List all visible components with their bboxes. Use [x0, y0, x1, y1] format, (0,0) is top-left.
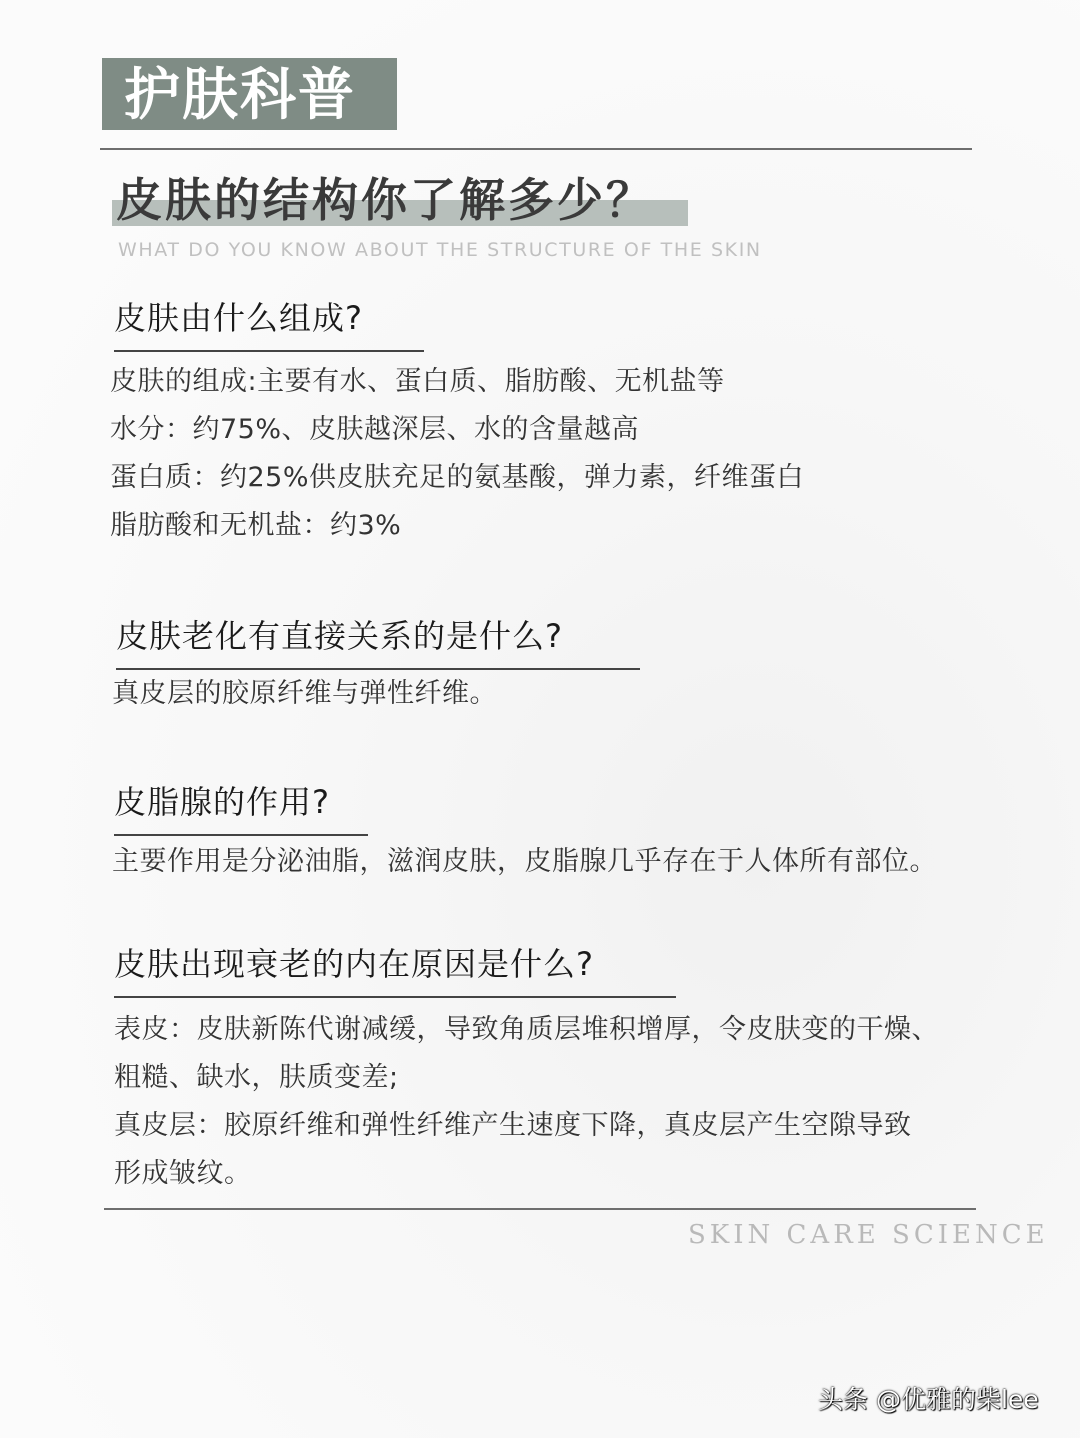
category-tag: 护肤科普: [124, 63, 356, 128]
body-line: 粗糙、缺水，肤质变差;: [114, 1062, 399, 1093]
body-line: 蛋白质：约25%供皮肤充足的氨基酸，弹力素，纤维蛋白: [110, 462, 805, 493]
body-line: 主要作用是分泌油脂，滋润皮肤，皮脂腺几乎存在于人体所有部位。: [112, 846, 937, 877]
section-heading-aging: 皮肤老化有直接关系的是什么?: [116, 617, 563, 655]
top-divider: [100, 148, 972, 150]
section-underline: [114, 834, 368, 836]
section-underline: [114, 350, 424, 352]
section-heading-composition: 皮肤由什么组成?: [114, 299, 363, 337]
body-line: 皮肤的组成:主要有水、蛋白质、脂肪酸、无机盐等: [110, 366, 725, 397]
body-line: 真皮层的胶原纤维与弹性纤维。: [112, 678, 497, 709]
page-title: 皮肤的结构你了解多少？: [116, 173, 655, 227]
section-body-aging: [112, 670, 497, 718]
section-body-causes: [114, 1006, 939, 1198]
body-line: 表皮：皮肤新陈代谢减缓，导致角质层堆积增厚，令皮肤变的干燥、: [114, 1014, 939, 1045]
body-line: 水分：约75%、皮肤越深层、水的含量越高: [110, 414, 640, 445]
source-watermark: 头条 @优雅的柴lee: [818, 1385, 1039, 1414]
body-line: 脂肪酸和无机盐：约3%: [110, 510, 402, 541]
body-line: 形成皱纹。: [114, 1158, 252, 1189]
section-body-sebaceous: [112, 838, 937, 886]
section-body-composition: [110, 358, 804, 550]
page-subtitle: WHAT DO YOU KNOW ABOUT THE STRUCTURE OF THE SKIN: [118, 239, 762, 261]
bottom-divider: [104, 1208, 976, 1210]
section-heading-causes: 皮肤出现衰老的内在原因是什么?: [114, 945, 594, 983]
section-heading-sebaceous: 皮脂腺的作用?: [114, 783, 330, 821]
footer-label: SKIN CARE SCIENCE: [688, 1220, 1049, 1250]
section-underline: [114, 996, 676, 998]
body-line: 真皮层：胶原纤维和弹性纤维产生速度下降，真皮层产生空隙导致: [114, 1110, 912, 1141]
